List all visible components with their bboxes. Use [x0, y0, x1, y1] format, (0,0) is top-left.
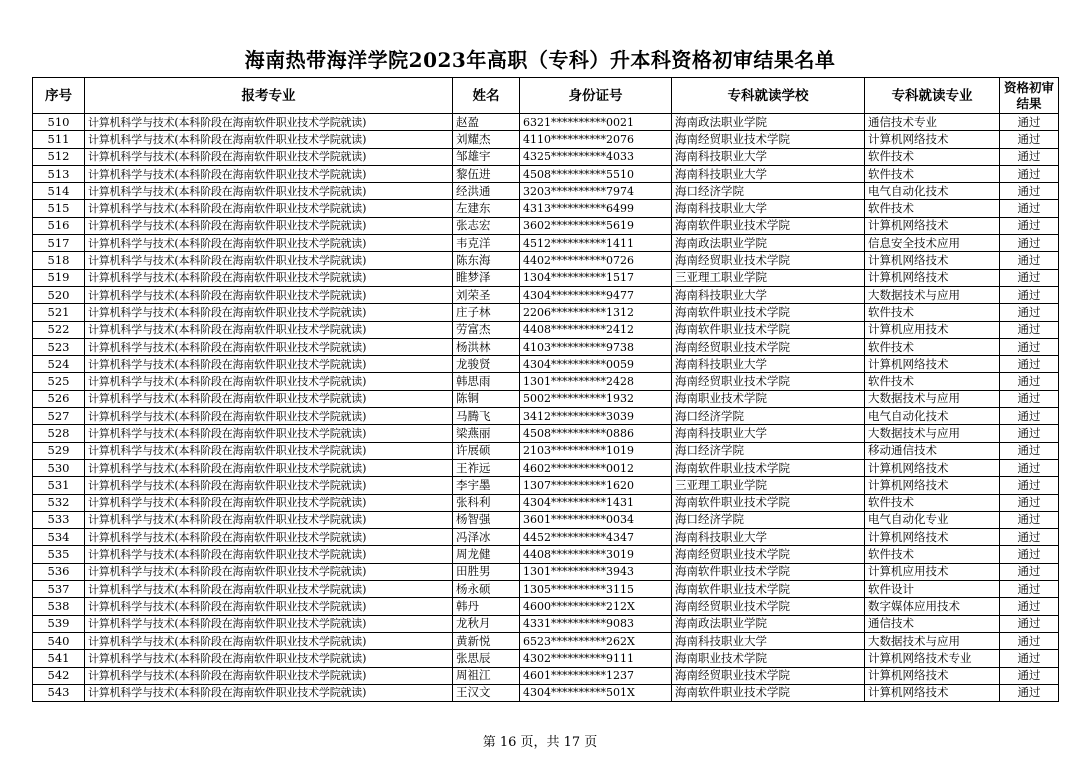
cell-school-major: 通信技术专业	[865, 114, 1000, 131]
table-row	[33, 598, 1059, 615]
cell-num: 540	[33, 632, 85, 649]
cell-result: 通过	[1000, 286, 1059, 303]
cell-school: 海口经济学院	[672, 442, 865, 459]
cell-school-major: 软件技术	[865, 148, 1000, 165]
cell-num: 528	[33, 425, 85, 442]
cell-major: 计算机科学与技术(本科阶段在海南软件职业技术学院就读)	[85, 477, 453, 494]
cell-num: 516	[33, 217, 85, 234]
cell-name: 王汉文	[453, 684, 520, 701]
cell-num: 534	[33, 529, 85, 546]
cell-major: 计算机科学与技术(本科阶段在海南软件职业技术学院就读)	[85, 338, 453, 355]
cell-major: 计算机科学与技术(本科阶段在海南软件职业技术学院就读)	[85, 286, 453, 303]
cell-name: 杨永硕	[453, 581, 520, 598]
cell-school: 海口经济学院	[672, 183, 865, 200]
table-row	[33, 114, 1059, 131]
cell-id: 2206**********1312	[520, 304, 672, 321]
cell-school-major: 大数据技术与应用	[865, 286, 1000, 303]
cell-result: 通过	[1000, 650, 1059, 667]
cell-major: 计算机科学与技术(本科阶段在海南软件职业技术学院就读)	[85, 563, 453, 580]
cell-num: 520	[33, 286, 85, 303]
table-row	[33, 494, 1059, 511]
cell-school-major: 计算机应用技术	[865, 321, 1000, 338]
cell-id: 4325**********4033	[520, 148, 672, 165]
cell-id: 4600**********212X	[520, 598, 672, 615]
cell-num: 514	[33, 183, 85, 200]
cell-major: 计算机科学与技术(本科阶段在海南软件职业技术学院就读)	[85, 200, 453, 217]
cell-school-major: 软件技术	[865, 165, 1000, 182]
cell-result: 通过	[1000, 442, 1059, 459]
cell-major: 计算机科学与技术(本科阶段在海南软件职业技术学院就读)	[85, 529, 453, 546]
cell-name: 田胜男	[453, 563, 520, 580]
cell-name: 陈东海	[453, 252, 520, 269]
table-row	[33, 183, 1059, 200]
cell-id: 1305**********3115	[520, 581, 672, 598]
table-row	[33, 546, 1059, 563]
table-row	[33, 632, 1059, 649]
cell-name: 龙秋月	[453, 615, 520, 632]
cell-result: 通过	[1000, 598, 1059, 615]
cell-major: 计算机科学与技术(本科阶段在海南软件职业技术学院就读)	[85, 598, 453, 615]
cell-school-major: 软件技术	[865, 338, 1000, 355]
cell-num: 537	[33, 581, 85, 598]
cell-name: 马腾飞	[453, 408, 520, 425]
cell-result: 通过	[1000, 217, 1059, 234]
header-result: 资格初审结果	[1000, 78, 1059, 114]
cell-school: 海南科技职业大学	[672, 425, 865, 442]
results-table	[32, 77, 1059, 702]
cell-id: 1304**********1517	[520, 269, 672, 286]
cell-num: 536	[33, 563, 85, 580]
table-row	[33, 148, 1059, 165]
cell-id: 4304**********1431	[520, 494, 672, 511]
cell-major: 计算机科学与技术(本科阶段在海南软件职业技术学院就读)	[85, 235, 453, 252]
table-row	[33, 581, 1059, 598]
cell-id: 4302**********9111	[520, 650, 672, 667]
cell-name: 劳富杰	[453, 321, 520, 338]
cell-name: 冯泽冰	[453, 529, 520, 546]
cell-school: 海南经贸职业技术学院	[672, 131, 865, 148]
cell-name: 赵盈	[453, 114, 520, 131]
cell-school: 三亚理工职业学院	[672, 477, 865, 494]
cell-id: 4402**********0726	[520, 252, 672, 269]
cell-school-major: 计算机应用技术	[865, 563, 1000, 580]
cell-num: 517	[33, 235, 85, 252]
table-row	[33, 408, 1059, 425]
cell-school: 海南软件职业技术学院	[672, 217, 865, 234]
cell-major: 计算机科学与技术(本科阶段在海南软件职业技术学院就读)	[85, 183, 453, 200]
cell-school-major: 软件技术	[865, 494, 1000, 511]
cell-major: 计算机科学与技术(本科阶段在海南软件职业技术学院就读)	[85, 408, 453, 425]
cell-school-major: 大数据技术与应用	[865, 632, 1000, 649]
cell-id: 4508**********0886	[520, 425, 672, 442]
table-row	[33, 684, 1059, 701]
cell-id: 3412**********3039	[520, 408, 672, 425]
cell-id: 3602**********5619	[520, 217, 672, 234]
table-row	[33, 511, 1059, 528]
cell-id: 2103**********1019	[520, 442, 672, 459]
cell-result: 通过	[1000, 546, 1059, 563]
cell-result: 通过	[1000, 581, 1059, 598]
cell-school-major: 电气自动化技术	[865, 183, 1000, 200]
cell-num: 518	[33, 252, 85, 269]
cell-id: 4452**********4347	[520, 529, 672, 546]
cell-name: 刘荣圣	[453, 286, 520, 303]
table-row	[33, 615, 1059, 632]
cell-id: 6523**********262X	[520, 632, 672, 649]
page-footer: 第 16 页，共 17 页	[482, 735, 598, 750]
cell-school: 海南经贸职业技术学院	[672, 338, 865, 355]
cell-major: 计算机科学与技术(本科阶段在海南软件职业技术学院就读)	[85, 114, 453, 131]
header-id: 身份证号	[520, 78, 672, 114]
cell-result: 通过	[1000, 477, 1059, 494]
table-row	[33, 304, 1059, 321]
cell-result: 通过	[1000, 632, 1059, 649]
cell-school-major: 计算机网络技术	[865, 667, 1000, 684]
cell-name: 龙骏贤	[453, 356, 520, 373]
cell-school: 海口经济学院	[672, 408, 865, 425]
cell-result: 通过	[1000, 390, 1059, 407]
table-row	[33, 425, 1059, 442]
cell-id: 1301**********2428	[520, 373, 672, 390]
cell-num: 538	[33, 598, 85, 615]
cell-num: 533	[33, 511, 85, 528]
table-row	[33, 338, 1059, 355]
cell-id: 4110**********2076	[520, 131, 672, 148]
cell-num: 541	[33, 650, 85, 667]
cell-num: 522	[33, 321, 85, 338]
cell-major: 计算机科学与技术(本科阶段在海南软件职业技术学院就读)	[85, 425, 453, 442]
cell-major: 计算机科学与技术(本科阶段在海南软件职业技术学院就读)	[85, 684, 453, 701]
cell-num: 513	[33, 165, 85, 182]
table-row	[33, 217, 1059, 234]
cell-major: 计算机科学与技术(本科阶段在海南软件职业技术学院就读)	[85, 494, 453, 511]
cell-school: 海南软件职业技术学院	[672, 321, 865, 338]
cell-id: 1307**********1620	[520, 477, 672, 494]
cell-name: 李宇墨	[453, 477, 520, 494]
table-row	[33, 269, 1059, 286]
table-row	[33, 459, 1059, 476]
cell-num: 515	[33, 200, 85, 217]
cell-school: 海南政法职业学院	[672, 615, 865, 632]
cell-result: 通过	[1000, 494, 1059, 511]
cell-major: 计算机科学与技术(本科阶段在海南软件职业技术学院就读)	[85, 511, 453, 528]
header-num: 序号	[33, 78, 85, 114]
cell-id: 3203**********7974	[520, 183, 672, 200]
cell-major: 计算机科学与技术(本科阶段在海南软件职业技术学院就读)	[85, 546, 453, 563]
cell-school: 海南软件职业技术学院	[672, 459, 865, 476]
cell-id: 4602**********0012	[520, 459, 672, 476]
cell-id: 4512**********1411	[520, 235, 672, 252]
cell-name: 刘耀杰	[453, 131, 520, 148]
cell-name: 黎伍进	[453, 165, 520, 182]
cell-name: 周龙健	[453, 546, 520, 563]
cell-num: 510	[33, 114, 85, 131]
cell-num: 532	[33, 494, 85, 511]
cell-result: 通过	[1000, 183, 1059, 200]
table-body	[33, 114, 1059, 702]
header-name: 姓名	[453, 78, 520, 114]
cell-school: 海南政法职业学院	[672, 114, 865, 131]
cell-num: 511	[33, 131, 85, 148]
cell-result: 通过	[1000, 408, 1059, 425]
cell-school: 海南软件职业技术学院	[672, 304, 865, 321]
cell-school-major: 计算机网络技术	[865, 459, 1000, 476]
cell-school: 海南软件职业技术学院	[672, 494, 865, 511]
table-row	[33, 477, 1059, 494]
table-row	[33, 373, 1059, 390]
cell-id: 5002**********1932	[520, 390, 672, 407]
cell-school-major: 计算机网络技术	[865, 356, 1000, 373]
cell-name: 韩丹	[453, 598, 520, 615]
cell-school: 海南科技职业大学	[672, 529, 865, 546]
cell-school-major: 通信技术	[865, 615, 1000, 632]
cell-result: 通过	[1000, 200, 1059, 217]
cell-major: 计算机科学与技术(本科阶段在海南软件职业技术学院就读)	[85, 304, 453, 321]
table-row	[33, 252, 1059, 269]
cell-num: 530	[33, 459, 85, 476]
cell-major: 计算机科学与技术(本科阶段在海南软件职业技术学院就读)	[85, 252, 453, 269]
cell-school-major: 移动通信技术	[865, 442, 1000, 459]
cell-num: 531	[33, 477, 85, 494]
cell-school: 海南经贸职业技术学院	[672, 373, 865, 390]
cell-major: 计算机科学与技术(本科阶段在海南软件职业技术学院就读)	[85, 459, 453, 476]
cell-major: 计算机科学与技术(本科阶段在海南软件职业技术学院就读)	[85, 131, 453, 148]
cell-id: 4408**********2412	[520, 321, 672, 338]
cell-major: 计算机科学与技术(本科阶段在海南软件职业技术学院就读)	[85, 581, 453, 598]
cell-school-major: 计算机网络技术	[865, 269, 1000, 286]
cell-school: 海南经贸职业技术学院	[672, 252, 865, 269]
cell-major: 计算机科学与技术(本科阶段在海南软件职业技术学院就读)	[85, 390, 453, 407]
cell-name: 庄子林	[453, 304, 520, 321]
cell-school-major: 计算机网络技术	[865, 477, 1000, 494]
cell-result: 通过	[1000, 235, 1059, 252]
cell-school: 海南经贸职业技术学院	[672, 546, 865, 563]
cell-result: 通过	[1000, 165, 1059, 182]
cell-name: 韦克洋	[453, 235, 520, 252]
table-row	[33, 667, 1059, 684]
cell-school: 三亚理工职业学院	[672, 269, 865, 286]
cell-school: 海南软件职业技术学院	[672, 581, 865, 598]
header-school: 专科就读学校	[672, 78, 865, 114]
cell-id: 4508**********5510	[520, 165, 672, 182]
cell-school: 海南职业技术学院	[672, 650, 865, 667]
cell-result: 通过	[1000, 529, 1059, 546]
cell-id: 4313**********6499	[520, 200, 672, 217]
cell-school-major: 电气自动化技术	[865, 408, 1000, 425]
cell-school: 海南科技职业大学	[672, 148, 865, 165]
cell-name: 左建东	[453, 200, 520, 217]
cell-school-major: 电气自动化专业	[865, 511, 1000, 528]
cell-name: 许展硕	[453, 442, 520, 459]
cell-name: 杨智强	[453, 511, 520, 528]
cell-name: 张志宏	[453, 217, 520, 234]
cell-result: 通过	[1000, 304, 1059, 321]
cell-num: 523	[33, 338, 85, 355]
cell-major: 计算机科学与技术(本科阶段在海南软件职业技术学院就读)	[85, 373, 453, 390]
cell-result: 通过	[1000, 338, 1059, 355]
cell-name: 经洪通	[453, 183, 520, 200]
cell-num: 525	[33, 373, 85, 390]
cell-num: 529	[33, 442, 85, 459]
cell-major: 计算机科学与技术(本科阶段在海南软件职业技术学院就读)	[85, 165, 453, 182]
cell-result: 通过	[1000, 114, 1059, 131]
cell-school: 海南软件职业技术学院	[672, 684, 865, 701]
cell-id: 4408**********3019	[520, 546, 672, 563]
cell-result: 通过	[1000, 459, 1059, 476]
cell-num: 526	[33, 390, 85, 407]
cell-school: 海南科技职业大学	[672, 632, 865, 649]
cell-school: 海南科技职业大学	[672, 200, 865, 217]
cell-major: 计算机科学与技术(本科阶段在海南软件职业技术学院就读)	[85, 650, 453, 667]
table-row	[33, 529, 1059, 546]
cell-school-major: 计算机网络技术	[865, 252, 1000, 269]
header-smajor: 专科就读专业	[865, 78, 1000, 114]
cell-school: 海南经贸职业技术学院	[672, 667, 865, 684]
cell-major: 计算机科学与技术(本科阶段在海南软件职业技术学院就读)	[85, 615, 453, 632]
cell-major: 计算机科学与技术(本科阶段在海南软件职业技术学院就读)	[85, 148, 453, 165]
cell-name: 王祚远	[453, 459, 520, 476]
cell-result: 通过	[1000, 321, 1059, 338]
cell-major: 计算机科学与技术(本科阶段在海南软件职业技术学院就读)	[85, 632, 453, 649]
cell-id: 4304**********0059	[520, 356, 672, 373]
cell-school-major: 软件技术	[865, 200, 1000, 217]
cell-name: 杨洪林	[453, 338, 520, 355]
cell-num: 543	[33, 684, 85, 701]
cell-school: 海南软件职业技术学院	[672, 563, 865, 580]
cell-num: 539	[33, 615, 85, 632]
cell-school-major: 软件技术	[865, 546, 1000, 563]
cell-name: 韩思雨	[453, 373, 520, 390]
page-title: 海南热带海洋学院2023年高职（专科）升本科资格初审结果名单	[244, 48, 836, 72]
cell-id: 4304**********9477	[520, 286, 672, 303]
cell-school: 海南职业技术学院	[672, 390, 865, 407]
cell-school-major: 软件技术	[865, 373, 1000, 390]
cell-major: 计算机科学与技术(本科阶段在海南软件职业技术学院就读)	[85, 667, 453, 684]
cell-major: 计算机科学与技术(本科阶段在海南软件职业技术学院就读)	[85, 321, 453, 338]
cell-name: 黄新悦	[453, 632, 520, 649]
cell-school-major: 计算机网络技术	[865, 529, 1000, 546]
cell-id: 6321**********0021	[520, 114, 672, 131]
cell-school-major: 计算机网络技术专业	[865, 650, 1000, 667]
cell-id: 1301**********3943	[520, 563, 672, 580]
cell-result: 通过	[1000, 511, 1059, 528]
cell-school: 海南政法职业学院	[672, 235, 865, 252]
cell-school: 海南科技职业大学	[672, 165, 865, 182]
cell-major: 计算机科学与技术(本科阶段在海南软件职业技术学院就读)	[85, 356, 453, 373]
cell-name: 张思辰	[453, 650, 520, 667]
cell-result: 通过	[1000, 563, 1059, 580]
table-row	[33, 563, 1059, 580]
cell-result: 通过	[1000, 269, 1059, 286]
cell-result: 通过	[1000, 131, 1059, 148]
cell-id: 3601**********0034	[520, 511, 672, 528]
cell-id: 4331**********9083	[520, 615, 672, 632]
cell-result: 通过	[1000, 148, 1059, 165]
cell-result: 通过	[1000, 667, 1059, 684]
cell-school-major: 软件技术	[865, 304, 1000, 321]
table-row	[33, 165, 1059, 182]
cell-id: 4601**********1237	[520, 667, 672, 684]
table-header-row	[33, 78, 1059, 114]
cell-result: 通过	[1000, 373, 1059, 390]
table-row	[33, 650, 1059, 667]
cell-num: 519	[33, 269, 85, 286]
cell-school-major: 信息安全技术应用	[865, 235, 1000, 252]
cell-num: 542	[33, 667, 85, 684]
cell-school-major: 计算机网络技术	[865, 131, 1000, 148]
cell-major: 计算机科学与技术(本科阶段在海南软件职业技术学院就读)	[85, 269, 453, 286]
cell-id: 4103**********9738	[520, 338, 672, 355]
cell-school: 海南科技职业大学	[672, 286, 865, 303]
table-row	[33, 131, 1059, 148]
cell-major: 计算机科学与技术(本科阶段在海南软件职业技术学院就读)	[85, 217, 453, 234]
header-major: 报考专业	[85, 78, 453, 114]
cell-school: 海南经贸职业技术学院	[672, 598, 865, 615]
cell-school-major: 大数据技术与应用	[865, 390, 1000, 407]
cell-major: 计算机科学与技术(本科阶段在海南软件职业技术学院就读)	[85, 442, 453, 459]
cell-name: 陈铜	[453, 390, 520, 407]
cell-num: 521	[33, 304, 85, 321]
cell-num: 535	[33, 546, 85, 563]
table-row	[33, 235, 1059, 252]
cell-school: 海南科技职业大学	[672, 356, 865, 373]
cell-school-major: 计算机网络技术	[865, 684, 1000, 701]
cell-name: 邹雄宇	[453, 148, 520, 165]
cell-result: 通过	[1000, 356, 1059, 373]
cell-id: 4304**********501X	[520, 684, 672, 701]
cell-result: 通过	[1000, 615, 1059, 632]
cell-name: 张科利	[453, 494, 520, 511]
cell-name: 梁燕丽	[453, 425, 520, 442]
table-row	[33, 390, 1059, 407]
table-row	[33, 442, 1059, 459]
cell-school-major: 数字媒体应用技术	[865, 598, 1000, 615]
table-row	[33, 200, 1059, 217]
table-row	[33, 286, 1059, 303]
cell-name: 周祖江	[453, 667, 520, 684]
cell-num: 527	[33, 408, 85, 425]
cell-num: 524	[33, 356, 85, 373]
cell-name: 睢梦泽	[453, 269, 520, 286]
cell-school-major: 软件设计	[865, 581, 1000, 598]
table-row	[33, 321, 1059, 338]
cell-result: 通过	[1000, 252, 1059, 269]
cell-num: 512	[33, 148, 85, 165]
table-row	[33, 356, 1059, 373]
cell-school: 海口经济学院	[672, 511, 865, 528]
cell-result: 通过	[1000, 425, 1059, 442]
cell-school-major: 大数据技术与应用	[865, 425, 1000, 442]
cell-school-major: 计算机网络技术	[865, 217, 1000, 234]
cell-result: 通过	[1000, 684, 1059, 701]
